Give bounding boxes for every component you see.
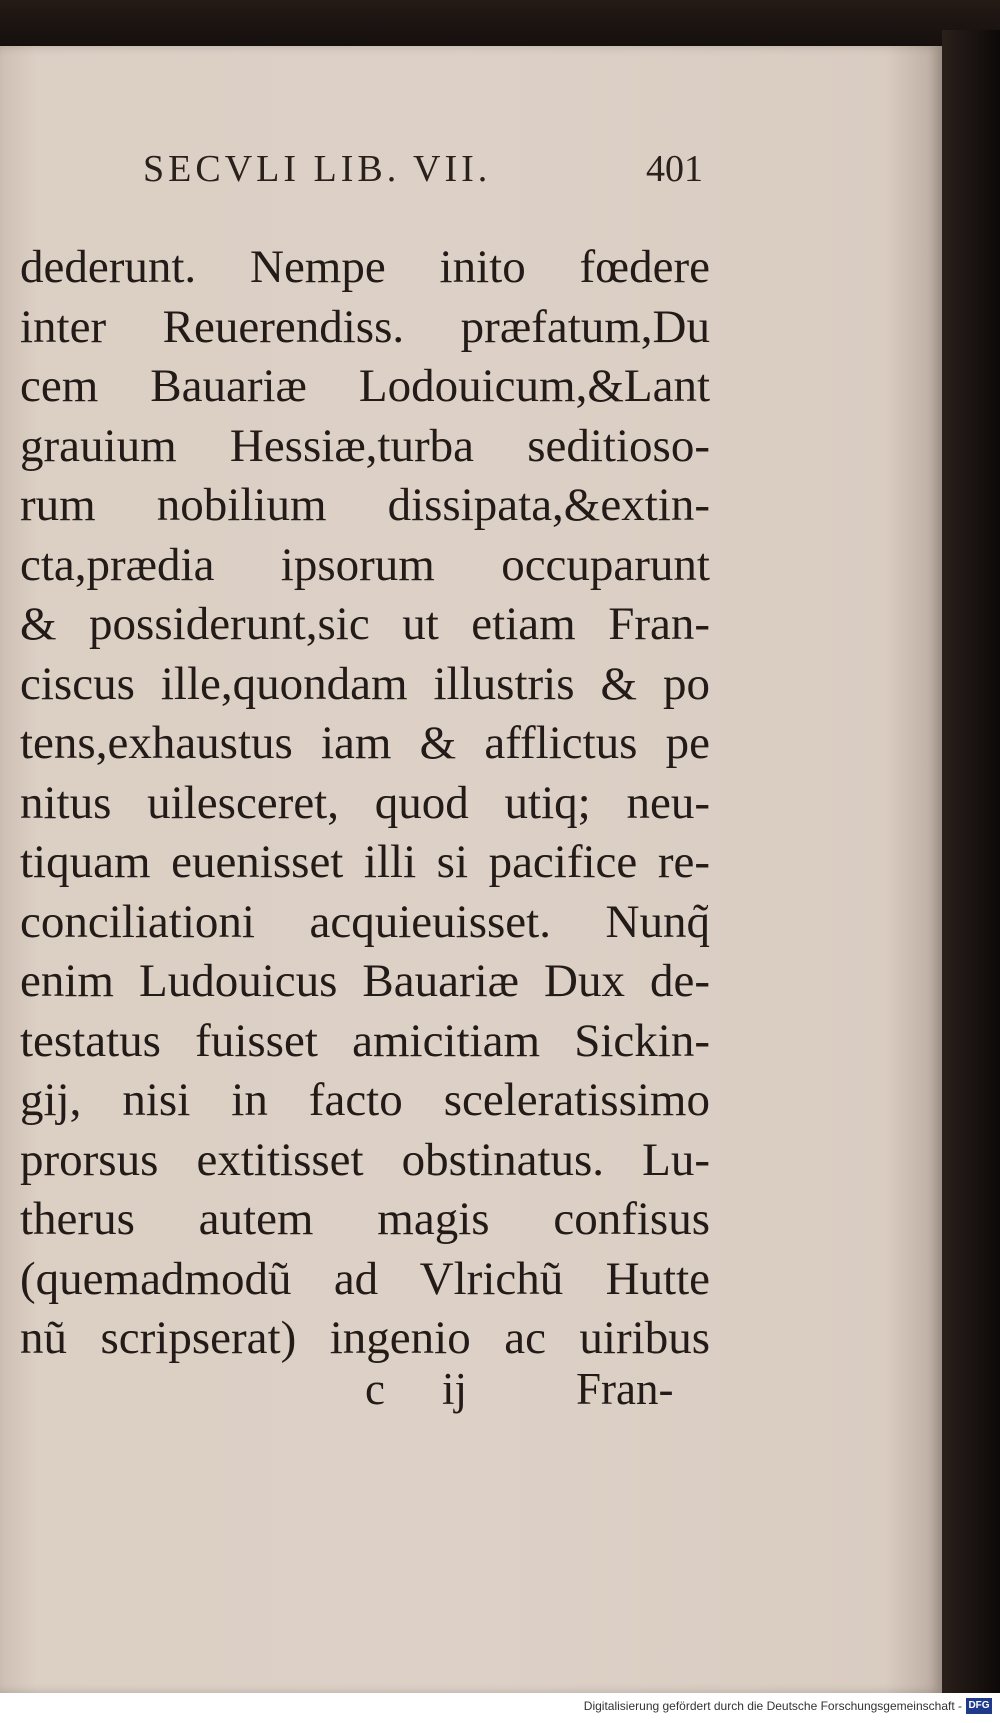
page-number: 401	[646, 148, 703, 190]
text-line: rum nobilium dissipata,&extin-	[20, 479, 710, 531]
scan-top-border	[0, 0, 1000, 46]
text-line: inter Reuerendiss. præfatum,Du	[20, 300, 710, 353]
text-line: enim Ludouicus Bauariæ Dux de-	[20, 955, 710, 1007]
text-line: gij, nisi in facto sceleratissimo	[20, 1074, 710, 1126]
text-line: nũ scripserat) ingenio ac uiribus	[20, 1312, 710, 1364]
dfg-logo: DFG	[966, 1698, 992, 1714]
catchword: Fran-	[576, 1364, 674, 1414]
digitization-footer	[0, 1693, 1000, 1723]
text-line: tiquam euenisset illi si pacifice re-	[20, 836, 710, 888]
text-line: cem Bauariæ Lodouicum,&Lant	[20, 360, 710, 412]
signature-number: ij	[442, 1364, 468, 1414]
text-line: dederunt. Nempe inito fœdere	[20, 241, 710, 293]
text-line: prorsus extitisset obstinatus. Lu-	[20, 1133, 710, 1186]
text-line: testatus fuisset amicitiam Sickin-	[20, 1014, 710, 1067]
text-line: & possiderunt,sic ut etiam Fran-	[20, 598, 710, 650]
text-line: cta,prædia ipsorum occuparunt	[20, 538, 710, 591]
text-line: (quemadmodũ ad Vlrichũ Hutte	[20, 1252, 710, 1305]
page-footer-line	[0, 1359, 942, 1419]
text-line: nitus uilesceret, quod utiq; neu-	[20, 776, 710, 829]
running-title: SECVLI LIB. VII.	[143, 148, 492, 190]
page-header	[0, 139, 942, 199]
scan-right-border	[942, 30, 1000, 1693]
text-line: conciliationi acquieuisset. Nunq̃	[20, 895, 710, 948]
funding-credit: Digitalisierung gefördert durch die Deutsche Forschungsgemeinschaft -	[583, 1699, 962, 1713]
text-line: tens,exhaustus iam & afflictus pe	[20, 717, 710, 769]
text-line: grauium Hessiæ,turba seditioso-	[20, 419, 710, 472]
signature-mark: c	[365, 1364, 385, 1414]
text-line: ciscus ille,quondam illustris & po	[20, 657, 710, 710]
body-text	[20, 238, 710, 1369]
text-line: therus autem magis confisus	[20, 1193, 710, 1245]
book-page	[0, 46, 942, 1693]
